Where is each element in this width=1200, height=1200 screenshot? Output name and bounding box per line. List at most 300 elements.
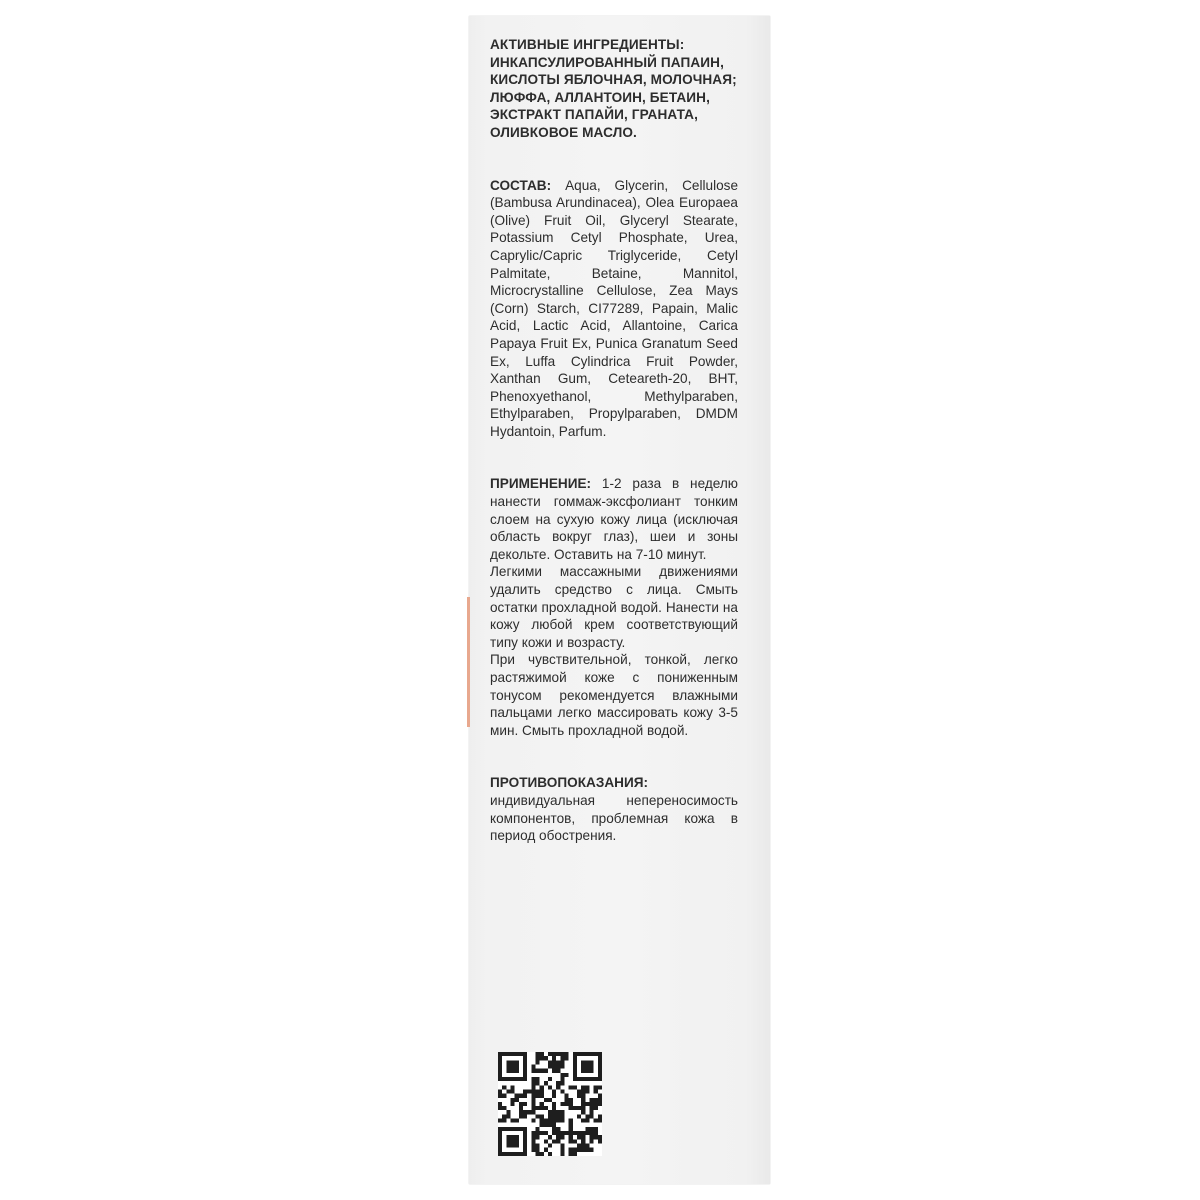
qr-module bbox=[544, 1131, 548, 1135]
qr-module bbox=[535, 1056, 539, 1060]
qr-module bbox=[498, 1056, 502, 1060]
qr-module bbox=[569, 1127, 573, 1131]
qr-module bbox=[498, 1131, 502, 1135]
qr-module bbox=[552, 1089, 556, 1093]
qr-module bbox=[540, 1089, 544, 1093]
qr-module bbox=[590, 1127, 594, 1131]
qr-module bbox=[581, 1119, 585, 1123]
qr-module bbox=[523, 1056, 527, 1060]
qr-module bbox=[598, 1056, 602, 1060]
qr-module bbox=[598, 1085, 602, 1089]
usage-paragraph-1: 1-2 раза в неделю нанести гоммаж-эксфолиант тонким слоем на сухую кожу лица (исключая область вокруг глаз), шеи и зоны декольте. Оставить на 7-10 минут. bbox=[490, 476, 738, 562]
qr-module bbox=[523, 1144, 527, 1148]
qr-module bbox=[598, 1060, 602, 1064]
qr-module bbox=[594, 1085, 598, 1089]
qr-module bbox=[552, 1139, 556, 1143]
qr-module bbox=[498, 1106, 502, 1110]
qr-module bbox=[515, 1077, 519, 1081]
qr-module bbox=[531, 1085, 535, 1089]
qr-module bbox=[523, 1069, 527, 1073]
qr-module bbox=[535, 1135, 539, 1139]
qr-module bbox=[556, 1069, 560, 1073]
qr-module bbox=[540, 1152, 544, 1156]
qr-module bbox=[594, 1119, 598, 1123]
qr-module bbox=[556, 1119, 560, 1123]
qr-module bbox=[565, 1098, 569, 1102]
qr-module bbox=[535, 1148, 539, 1152]
qr-module bbox=[598, 1098, 602, 1102]
qr-module bbox=[506, 1077, 510, 1081]
qr-module bbox=[506, 1064, 510, 1068]
qr-module bbox=[560, 1073, 564, 1077]
qr-module bbox=[523, 1152, 527, 1156]
qr-module bbox=[544, 1098, 548, 1102]
qr-module bbox=[531, 1089, 535, 1093]
qr-module bbox=[573, 1052, 577, 1056]
qr-module bbox=[498, 1060, 502, 1064]
qr-module bbox=[581, 1064, 585, 1068]
qr-module bbox=[540, 1106, 544, 1110]
qr-module bbox=[585, 1060, 589, 1064]
qr-module bbox=[548, 1114, 552, 1118]
qr-module bbox=[565, 1102, 569, 1106]
qr-module bbox=[569, 1148, 573, 1152]
active-ingredients-block bbox=[490, 36, 738, 142]
qr-module bbox=[560, 1152, 564, 1156]
qr-module bbox=[510, 1139, 514, 1143]
qr-module bbox=[577, 1106, 581, 1110]
qr-module bbox=[540, 1123, 544, 1127]
qr-module bbox=[581, 1077, 585, 1081]
qr-module bbox=[590, 1052, 594, 1056]
composition-text: Aqua, Glycerin, Cellulose (Bambusa Arundinacea), Olea Europaea (Olive) Fruit Oil, Glyceryl Stearate, Potassium Cetyl Phosphate, Urea, Caprylic/Capric Triglyceride, Cetyl Palmitate, Betaine, Mannitol, Microcrystalline Cellulose, Zea Mays (Corn) Starch, CI77289, Papain, Malic Acid, Lactic Acid, Allantoine, Carica Papaya Fruit Ex, Punica Granatum Seed Ex, Luffa Cylindrica Fruit Powder, Xanthan Gum, Ceteareth-20, BHT, Phenoxyethanol, Methylparaben, Ethylparaben, Propylparaben, DMDM Hydantoin, Parfum. bbox=[490, 177, 739, 439]
qr-module bbox=[552, 1131, 556, 1135]
qr-module bbox=[590, 1106, 594, 1110]
qr-module bbox=[594, 1127, 598, 1131]
qr-module bbox=[560, 1052, 564, 1056]
qr-module bbox=[556, 1110, 560, 1114]
qr-module bbox=[552, 1052, 556, 1056]
qr-module bbox=[585, 1148, 589, 1152]
qr-module bbox=[548, 1060, 552, 1064]
qr-module bbox=[498, 1089, 502, 1093]
qr-module bbox=[598, 1119, 602, 1123]
qr-module bbox=[510, 1077, 514, 1081]
qr-module bbox=[598, 1052, 602, 1056]
qr-module bbox=[506, 1152, 510, 1156]
qr-module bbox=[585, 1069, 589, 1073]
qr-module bbox=[523, 1127, 527, 1131]
composition-block bbox=[490, 177, 738, 441]
qr-module bbox=[544, 1123, 548, 1127]
qr-module bbox=[590, 1077, 594, 1081]
qr-module bbox=[590, 1131, 594, 1135]
qr-module bbox=[535, 1081, 539, 1085]
qr-module bbox=[535, 1060, 539, 1064]
qr-module bbox=[510, 1064, 514, 1068]
qr-module bbox=[581, 1139, 585, 1143]
qr-module bbox=[502, 1119, 506, 1123]
usage-block bbox=[490, 475, 738, 739]
qr-module bbox=[548, 1123, 552, 1127]
qr-module bbox=[565, 1094, 569, 1098]
qr-module bbox=[502, 1052, 506, 1056]
qr-module bbox=[573, 1131, 577, 1135]
qr-module bbox=[506, 1135, 510, 1139]
qr-module bbox=[523, 1135, 527, 1139]
qr-module bbox=[510, 1060, 514, 1064]
qr-module bbox=[548, 1085, 552, 1089]
contraindications-block bbox=[490, 774, 738, 844]
qr-module bbox=[531, 1131, 535, 1135]
qr-module bbox=[565, 1052, 569, 1056]
qr-module bbox=[581, 1089, 585, 1093]
active-ingredients-heading: АКТИВНЫЕ ИНГРЕДИЕНТЫ: bbox=[490, 37, 685, 52]
qr-module bbox=[594, 1052, 598, 1056]
package-accent-stripe bbox=[467, 597, 470, 727]
qr-module bbox=[498, 1069, 502, 1073]
panel-text bbox=[490, 36, 738, 880]
qr-module bbox=[552, 1106, 556, 1110]
qr-module bbox=[590, 1060, 594, 1064]
qr-module bbox=[585, 1052, 589, 1056]
qr-module bbox=[510, 1127, 514, 1131]
qr-module bbox=[535, 1131, 539, 1135]
qr-module bbox=[590, 1102, 594, 1106]
qr-module bbox=[594, 1098, 598, 1102]
qr-module bbox=[544, 1056, 548, 1060]
qr-module bbox=[498, 1052, 502, 1056]
qr-module bbox=[585, 1144, 589, 1148]
qr-module bbox=[510, 1119, 514, 1123]
qr-module bbox=[535, 1127, 539, 1131]
qr-module bbox=[573, 1139, 577, 1143]
qr-module bbox=[523, 1064, 527, 1068]
qr-module bbox=[594, 1102, 598, 1106]
qr-module bbox=[581, 1135, 585, 1139]
qr-module bbox=[531, 1102, 535, 1106]
qr-module bbox=[573, 1077, 577, 1081]
qr-module bbox=[510, 1102, 514, 1106]
qr-module bbox=[535, 1144, 539, 1148]
qr-module bbox=[544, 1069, 548, 1073]
qr-module bbox=[590, 1148, 594, 1152]
qr-module bbox=[548, 1110, 552, 1114]
qr-module bbox=[535, 1094, 539, 1098]
qr-module bbox=[523, 1139, 527, 1143]
qr-module bbox=[515, 1127, 519, 1131]
qr-module bbox=[523, 1114, 527, 1118]
qr-module bbox=[535, 1152, 539, 1156]
qr-module bbox=[598, 1077, 602, 1081]
qr-module bbox=[560, 1081, 564, 1085]
qr-module bbox=[515, 1119, 519, 1123]
qr-module bbox=[531, 1098, 535, 1102]
qr-module bbox=[535, 1114, 539, 1118]
qr-module bbox=[544, 1148, 548, 1152]
qr-module bbox=[560, 1114, 564, 1118]
qr-module bbox=[531, 1064, 535, 1068]
qr-module bbox=[540, 1119, 544, 1123]
usage-paragraph-2: Легкими массажными движениями удалить средство с лица. Смыть остатки прохладной водой. Нанести на кожу любой крем соответствующий типу кожи и возрасту. bbox=[490, 564, 738, 650]
qr-module bbox=[498, 1094, 502, 1098]
qr-module bbox=[573, 1106, 577, 1110]
qr-module bbox=[523, 1089, 527, 1093]
qr-module bbox=[506, 1089, 510, 1093]
qr-module bbox=[498, 1077, 502, 1081]
qr-module bbox=[552, 1123, 556, 1127]
qr-module bbox=[498, 1144, 502, 1148]
qr-module bbox=[523, 1077, 527, 1081]
composition-label: СОСТАВ: bbox=[490, 177, 552, 193]
qr-module bbox=[552, 1069, 556, 1073]
qr-module bbox=[585, 1119, 589, 1123]
qr-module bbox=[535, 1106, 539, 1110]
qr-module bbox=[498, 1119, 502, 1123]
qr-module bbox=[565, 1056, 569, 1060]
qr-module bbox=[556, 1081, 560, 1085]
qr-module bbox=[598, 1135, 602, 1139]
qr-module bbox=[585, 1085, 589, 1089]
qr-module bbox=[569, 1085, 573, 1089]
qr-module bbox=[577, 1077, 581, 1081]
qr-module bbox=[527, 1089, 531, 1093]
qr-module bbox=[560, 1102, 564, 1106]
qr-module bbox=[498, 1102, 502, 1106]
qr-module bbox=[581, 1098, 585, 1102]
qr-module bbox=[581, 1069, 585, 1073]
qr-module bbox=[548, 1144, 552, 1148]
qr-module bbox=[531, 1139, 535, 1143]
qr-module bbox=[510, 1069, 514, 1073]
qr-module bbox=[560, 1064, 564, 1068]
qr-module bbox=[581, 1106, 585, 1110]
qr-module bbox=[498, 1127, 502, 1131]
qr-module bbox=[569, 1123, 573, 1127]
qr-module bbox=[590, 1139, 594, 1143]
qr-module bbox=[540, 1085, 544, 1089]
qr-module bbox=[523, 1052, 527, 1056]
qr-module bbox=[519, 1110, 523, 1114]
qr-module bbox=[510, 1135, 514, 1139]
qr-module bbox=[531, 1148, 535, 1152]
qr-module bbox=[556, 1131, 560, 1135]
qr-module bbox=[515, 1064, 519, 1068]
qr-module bbox=[594, 1131, 598, 1135]
qr-module bbox=[573, 1064, 577, 1068]
qr-module bbox=[581, 1148, 585, 1152]
qr-module bbox=[598, 1069, 602, 1073]
qr-module bbox=[560, 1089, 564, 1093]
qr-module bbox=[548, 1119, 552, 1123]
qr-module bbox=[598, 1139, 602, 1143]
qr-module bbox=[590, 1114, 594, 1118]
qr-module bbox=[502, 1085, 506, 1089]
qr-module bbox=[519, 1152, 523, 1156]
qr-module bbox=[581, 1060, 585, 1064]
qr-module bbox=[590, 1064, 594, 1068]
qr-module bbox=[565, 1131, 569, 1135]
qr-module bbox=[598, 1094, 602, 1098]
qr-module bbox=[502, 1127, 506, 1131]
qr-module bbox=[573, 1060, 577, 1064]
qr-module bbox=[510, 1152, 514, 1156]
qr-module bbox=[519, 1106, 523, 1110]
qr-module bbox=[531, 1135, 535, 1139]
qr-module bbox=[510, 1144, 514, 1148]
qr-module bbox=[548, 1077, 552, 1081]
qr-module bbox=[548, 1064, 552, 1068]
qr-module bbox=[585, 1102, 589, 1106]
qr-module bbox=[560, 1119, 564, 1123]
qr-module bbox=[560, 1060, 564, 1064]
qr-module bbox=[548, 1098, 552, 1102]
qr-module bbox=[523, 1131, 527, 1135]
active-ingredients-text: ИНКАПСУЛИРОВАННЫЙ ПАПАИН, КИСЛОТЫ ЯБЛОЧНАЯ, МОЛОЧНАЯ; ЛЮФФА, АЛЛАНТОИН, БЕТАИН, ЭКСТРАКТ ПАПАЙИ, ГРАНАТА, ОЛИВКОВОЕ МАСЛО. bbox=[490, 54, 737, 140]
qr-module bbox=[556, 1127, 560, 1131]
qr-code-icon bbox=[498, 1052, 602, 1156]
qr-module bbox=[519, 1094, 523, 1098]
qr-module bbox=[498, 1148, 502, 1152]
qr-module bbox=[594, 1106, 598, 1110]
qr-module bbox=[585, 1127, 589, 1131]
qr-module bbox=[502, 1106, 506, 1110]
qr-module bbox=[560, 1131, 564, 1135]
qr-code-graphic bbox=[498, 1052, 602, 1156]
qr-module bbox=[577, 1148, 581, 1152]
qr-module bbox=[577, 1094, 581, 1098]
contraindications-text: индивидуальная непереносимость компонентов, проблемная кожа в период обострения. bbox=[490, 792, 738, 844]
qr-module bbox=[523, 1102, 527, 1106]
qr-module bbox=[552, 1060, 556, 1064]
qr-module bbox=[535, 1069, 539, 1073]
usage-label: ПРИМЕНЕНИЕ: bbox=[490, 476, 592, 492]
qr-module bbox=[569, 1119, 573, 1123]
qr-module bbox=[556, 1114, 560, 1118]
qr-module bbox=[556, 1060, 560, 1064]
qr-module bbox=[548, 1052, 552, 1056]
qr-module bbox=[502, 1094, 506, 1098]
qr-module bbox=[531, 1144, 535, 1148]
usage-paragraph-3: При чувствительной, тонкой, легко растяжимой коже с пониженным тонусом рекомендуется влажными пальцами легко массировать кожу 3-5 мин. Смыть прохладной водой. bbox=[490, 652, 738, 738]
qr-module bbox=[552, 1102, 556, 1106]
qr-module bbox=[569, 1131, 573, 1135]
qr-module bbox=[560, 1135, 564, 1139]
qr-module bbox=[573, 1073, 577, 1077]
qr-module bbox=[573, 1152, 577, 1156]
qr-module bbox=[569, 1152, 573, 1156]
qr-module bbox=[523, 1110, 527, 1114]
qr-module bbox=[552, 1056, 556, 1060]
qr-module bbox=[519, 1127, 523, 1131]
qr-module bbox=[569, 1106, 573, 1110]
qr-module bbox=[585, 1114, 589, 1118]
qr-module bbox=[590, 1098, 594, 1102]
qr-module bbox=[515, 1052, 519, 1056]
qr-module bbox=[577, 1089, 581, 1093]
qr-module bbox=[531, 1119, 535, 1123]
qr-module bbox=[556, 1064, 560, 1068]
qr-module bbox=[590, 1110, 594, 1114]
qr-module bbox=[535, 1052, 539, 1056]
qr-module bbox=[556, 1135, 560, 1139]
qr-module bbox=[502, 1152, 506, 1156]
qr-module bbox=[502, 1114, 506, 1118]
qr-module bbox=[544, 1139, 548, 1143]
qr-module bbox=[506, 1060, 510, 1064]
qr-module bbox=[573, 1069, 577, 1073]
qr-module bbox=[585, 1077, 589, 1081]
qr-module bbox=[569, 1139, 573, 1143]
qr-module bbox=[569, 1135, 573, 1139]
qr-module bbox=[515, 1098, 519, 1102]
qr-module bbox=[515, 1152, 519, 1156]
qr-module bbox=[519, 1077, 523, 1081]
qr-module bbox=[544, 1106, 548, 1110]
qr-module bbox=[552, 1094, 556, 1098]
qr-module bbox=[552, 1119, 556, 1123]
qr-module bbox=[556, 1139, 560, 1143]
qr-module bbox=[510, 1085, 514, 1089]
qr-module bbox=[581, 1102, 585, 1106]
qr-module bbox=[540, 1056, 544, 1060]
qr-module bbox=[506, 1069, 510, 1073]
qr-module bbox=[540, 1114, 544, 1118]
qr-module bbox=[506, 1144, 510, 1148]
qr-module bbox=[590, 1135, 594, 1139]
qr-module bbox=[598, 1064, 602, 1068]
qr-module bbox=[515, 1060, 519, 1064]
qr-module bbox=[531, 1110, 535, 1114]
qr-module bbox=[544, 1081, 548, 1085]
qr-module bbox=[581, 1052, 585, 1056]
qr-module bbox=[498, 1073, 502, 1077]
qr-module bbox=[523, 1073, 527, 1077]
qr-module bbox=[598, 1073, 602, 1077]
qr-module bbox=[590, 1069, 594, 1073]
qr-module bbox=[510, 1089, 514, 1093]
qr-module bbox=[560, 1148, 564, 1152]
qr-module bbox=[498, 1135, 502, 1139]
qr-module bbox=[581, 1085, 585, 1089]
qr-module bbox=[523, 1094, 527, 1098]
qr-module bbox=[585, 1089, 589, 1093]
qr-module bbox=[552, 1064, 556, 1068]
qr-module bbox=[548, 1135, 552, 1139]
qr-module bbox=[598, 1102, 602, 1106]
qr-module bbox=[540, 1069, 544, 1073]
qr-module bbox=[569, 1098, 573, 1102]
qr-module bbox=[498, 1152, 502, 1156]
qr-module bbox=[581, 1131, 585, 1135]
qr-module bbox=[594, 1135, 598, 1139]
qr-module bbox=[577, 1135, 581, 1139]
qr-module bbox=[535, 1077, 539, 1081]
qr-module bbox=[560, 1110, 564, 1114]
qr-module bbox=[519, 1102, 523, 1106]
qr-module bbox=[585, 1064, 589, 1068]
qr-module bbox=[531, 1069, 535, 1073]
qr-module bbox=[523, 1148, 527, 1152]
qr-module bbox=[527, 1110, 531, 1114]
qr-module bbox=[515, 1144, 519, 1148]
qr-module bbox=[506, 1127, 510, 1131]
qr-module bbox=[519, 1052, 523, 1056]
qr-module bbox=[531, 1081, 535, 1085]
qr-module bbox=[531, 1094, 535, 1098]
qr-module bbox=[515, 1139, 519, 1143]
qr-module bbox=[498, 1064, 502, 1068]
